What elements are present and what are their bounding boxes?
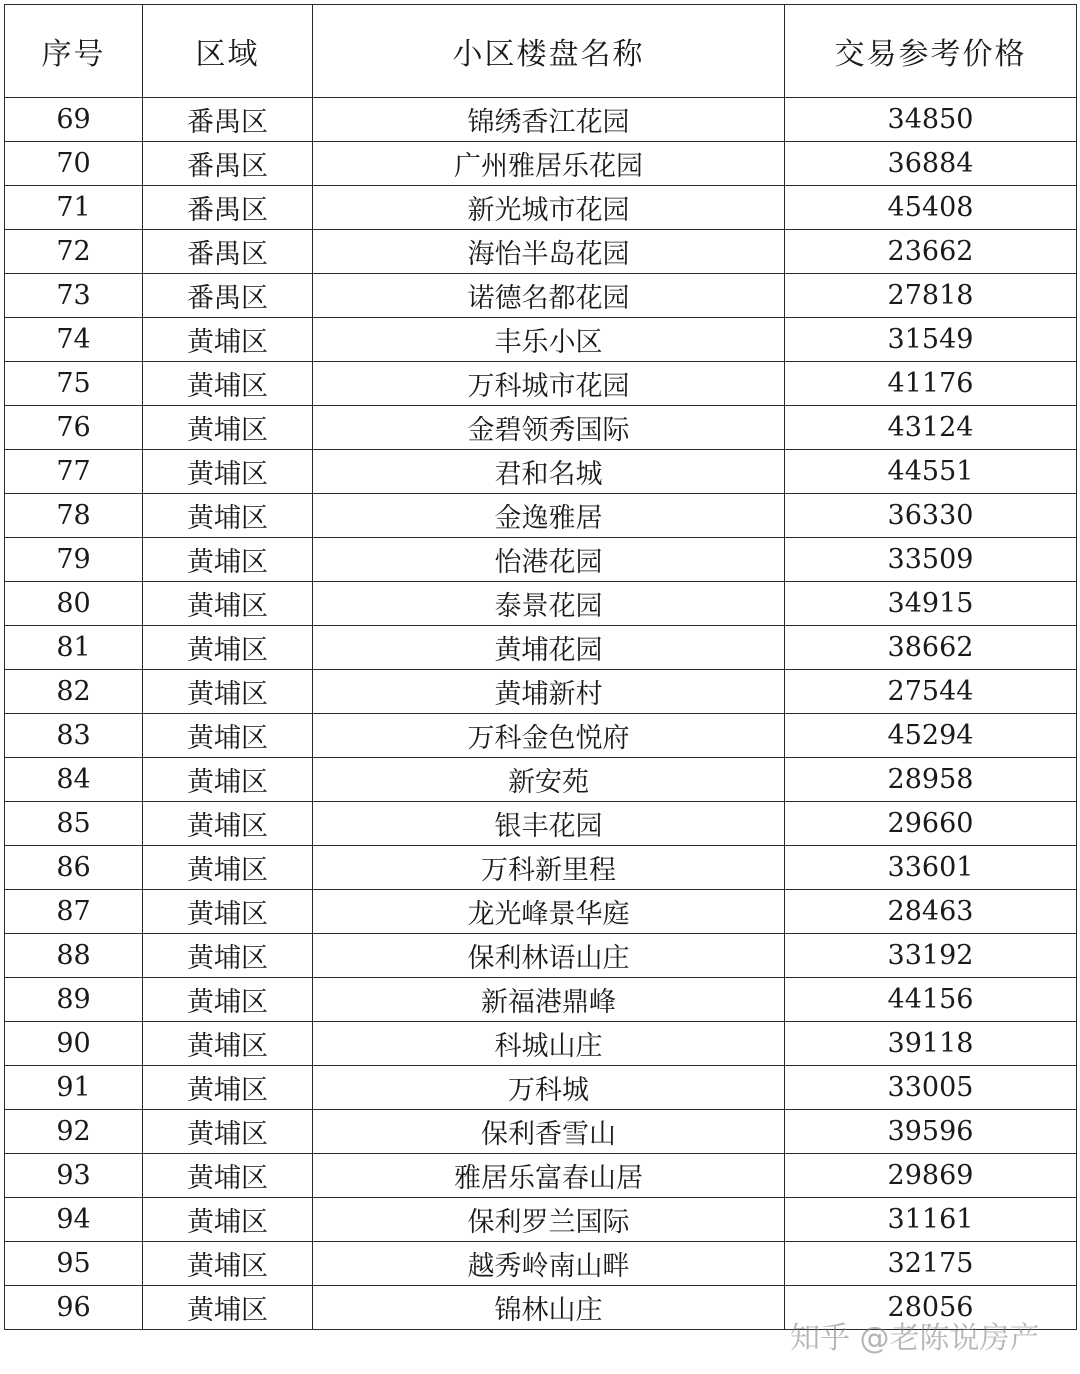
cell-seq: 70 bbox=[5, 142, 143, 186]
table-row bbox=[5, 1066, 1077, 1110]
cell-price: 45408 bbox=[785, 186, 1077, 230]
cell-seq: 96 bbox=[5, 1286, 143, 1330]
table-row bbox=[5, 934, 1077, 978]
cell-name: 海怡半岛花园 bbox=[313, 230, 785, 274]
cell-name: 君和名城 bbox=[313, 450, 785, 494]
cell-district: 番禺区 bbox=[143, 98, 313, 142]
table-row bbox=[5, 1242, 1077, 1286]
cell-price: 28056 bbox=[785, 1286, 1077, 1330]
cell-district: 黄埔区 bbox=[143, 1242, 313, 1286]
cell-district: 黄埔区 bbox=[143, 670, 313, 714]
cell-district: 黄埔区 bbox=[143, 538, 313, 582]
cell-district: 黄埔区 bbox=[143, 890, 313, 934]
cell-seq: 79 bbox=[5, 538, 143, 582]
table-row bbox=[5, 538, 1077, 582]
table-row bbox=[5, 1154, 1077, 1198]
cell-name: 泰景花园 bbox=[313, 582, 785, 626]
price-table bbox=[4, 4, 1077, 1330]
cell-name: 新安苑 bbox=[313, 758, 785, 802]
cell-price: 29660 bbox=[785, 802, 1077, 846]
cell-district: 黄埔区 bbox=[143, 802, 313, 846]
cell-district: 黄埔区 bbox=[143, 714, 313, 758]
table-body bbox=[5, 98, 1077, 1330]
cell-district: 黄埔区 bbox=[143, 318, 313, 362]
cell-district: 黄埔区 bbox=[143, 978, 313, 1022]
cell-price: 33005 bbox=[785, 1066, 1077, 1110]
cell-price: 23662 bbox=[785, 230, 1077, 274]
cell-seq: 69 bbox=[5, 98, 143, 142]
header-row bbox=[5, 5, 1077, 98]
cell-district: 黄埔区 bbox=[143, 582, 313, 626]
cell-seq: 76 bbox=[5, 406, 143, 450]
table-row bbox=[5, 274, 1077, 318]
table-row bbox=[5, 450, 1077, 494]
cell-price: 34915 bbox=[785, 582, 1077, 626]
cell-district: 番禺区 bbox=[143, 186, 313, 230]
cell-price: 28463 bbox=[785, 890, 1077, 934]
cell-seq: 84 bbox=[5, 758, 143, 802]
cell-district: 黄埔区 bbox=[143, 934, 313, 978]
cell-name: 新光城市花园 bbox=[313, 186, 785, 230]
cell-price: 43124 bbox=[785, 406, 1077, 450]
table-row bbox=[5, 670, 1077, 714]
cell-price: 33601 bbox=[785, 846, 1077, 890]
cell-price: 36884 bbox=[785, 142, 1077, 186]
cell-price: 31549 bbox=[785, 318, 1077, 362]
cell-seq: 71 bbox=[5, 186, 143, 230]
cell-district: 黄埔区 bbox=[143, 1110, 313, 1154]
header-seq: 序号 bbox=[5, 5, 143, 98]
cell-seq: 78 bbox=[5, 494, 143, 538]
cell-seq: 74 bbox=[5, 318, 143, 362]
cell-seq: 95 bbox=[5, 1242, 143, 1286]
cell-name: 万科城 bbox=[313, 1066, 785, 1110]
cell-district: 黄埔区 bbox=[143, 1154, 313, 1198]
cell-name: 雅居乐富春山居 bbox=[313, 1154, 785, 1198]
cell-district: 黄埔区 bbox=[143, 1286, 313, 1330]
cell-price: 33509 bbox=[785, 538, 1077, 582]
cell-name: 保利香雪山 bbox=[313, 1110, 785, 1154]
table-row bbox=[5, 978, 1077, 1022]
cell-seq: 92 bbox=[5, 1110, 143, 1154]
table-row bbox=[5, 406, 1077, 450]
table-row bbox=[5, 186, 1077, 230]
table-row bbox=[5, 98, 1077, 142]
cell-seq: 94 bbox=[5, 1198, 143, 1242]
cell-price: 39596 bbox=[785, 1110, 1077, 1154]
cell-name: 万科新里程 bbox=[313, 846, 785, 890]
cell-district: 番禺区 bbox=[143, 230, 313, 274]
cell-seq: 90 bbox=[5, 1022, 143, 1066]
cell-district: 黄埔区 bbox=[143, 494, 313, 538]
cell-price: 33192 bbox=[785, 934, 1077, 978]
table-row bbox=[5, 362, 1077, 406]
cell-price: 31161 bbox=[785, 1198, 1077, 1242]
cell-district: 黄埔区 bbox=[143, 1198, 313, 1242]
cell-price: 32175 bbox=[785, 1242, 1077, 1286]
table-row bbox=[5, 846, 1077, 890]
table-row bbox=[5, 758, 1077, 802]
cell-name: 黄埔新村 bbox=[313, 670, 785, 714]
cell-seq: 80 bbox=[5, 582, 143, 626]
cell-seq: 91 bbox=[5, 1066, 143, 1110]
cell-district: 黄埔区 bbox=[143, 1066, 313, 1110]
cell-price: 38662 bbox=[785, 626, 1077, 670]
cell-district: 番禺区 bbox=[143, 142, 313, 186]
cell-district: 黄埔区 bbox=[143, 406, 313, 450]
header-district: 区域 bbox=[143, 5, 313, 98]
table-row bbox=[5, 626, 1077, 670]
cell-seq: 87 bbox=[5, 890, 143, 934]
table-row bbox=[5, 582, 1077, 626]
table-row bbox=[5, 1022, 1077, 1066]
cell-seq: 72 bbox=[5, 230, 143, 274]
cell-price: 28958 bbox=[785, 758, 1077, 802]
cell-name: 保利林语山庄 bbox=[313, 934, 785, 978]
cell-district: 黄埔区 bbox=[143, 362, 313, 406]
cell-seq: 88 bbox=[5, 934, 143, 978]
header-name: 小区楼盘名称 bbox=[313, 5, 785, 98]
cell-name: 新福港鼎峰 bbox=[313, 978, 785, 1022]
table-row bbox=[5, 230, 1077, 274]
cell-name: 越秀岭南山畔 bbox=[313, 1242, 785, 1286]
cell-seq: 83 bbox=[5, 714, 143, 758]
cell-name: 锦绣香江花园 bbox=[313, 98, 785, 142]
cell-name: 丰乐小区 bbox=[313, 318, 785, 362]
cell-seq: 77 bbox=[5, 450, 143, 494]
cell-name: 万科城市花园 bbox=[313, 362, 785, 406]
table-row bbox=[5, 802, 1077, 846]
cell-seq: 85 bbox=[5, 802, 143, 846]
cell-name: 龙光峰景华庭 bbox=[313, 890, 785, 934]
cell-name: 金逸雅居 bbox=[313, 494, 785, 538]
table-row bbox=[5, 494, 1077, 538]
cell-district: 黄埔区 bbox=[143, 626, 313, 670]
cell-name: 保利罗兰国际 bbox=[313, 1198, 785, 1242]
cell-seq: 89 bbox=[5, 978, 143, 1022]
watermark: 知乎 @老陈说房产 bbox=[790, 1321, 1040, 1356]
table-row bbox=[5, 890, 1077, 934]
cell-district: 黄埔区 bbox=[143, 450, 313, 494]
cell-district: 黄埔区 bbox=[143, 758, 313, 802]
cell-price: 41176 bbox=[785, 362, 1077, 406]
cell-price: 44156 bbox=[785, 978, 1077, 1022]
cell-seq: 73 bbox=[5, 274, 143, 318]
cell-price: 34850 bbox=[785, 98, 1077, 142]
cell-price: 27544 bbox=[785, 670, 1077, 714]
cell-name: 科城山庄 bbox=[313, 1022, 785, 1066]
cell-name: 黄埔花园 bbox=[313, 626, 785, 670]
cell-seq: 75 bbox=[5, 362, 143, 406]
cell-price: 39118 bbox=[785, 1022, 1077, 1066]
table-row bbox=[5, 1110, 1077, 1154]
cell-price: 29869 bbox=[785, 1154, 1077, 1198]
cell-district: 番禺区 bbox=[143, 274, 313, 318]
cell-name: 金碧领秀国际 bbox=[313, 406, 785, 450]
cell-price: 44551 bbox=[785, 450, 1077, 494]
cell-seq: 86 bbox=[5, 846, 143, 890]
table-row bbox=[5, 714, 1077, 758]
cell-seq: 82 bbox=[5, 670, 143, 714]
cell-district: 黄埔区 bbox=[143, 846, 313, 890]
cell-price: 27818 bbox=[785, 274, 1077, 318]
table-row bbox=[5, 142, 1077, 186]
cell-name: 诺德名都花园 bbox=[313, 274, 785, 318]
cell-name: 银丰花园 bbox=[313, 802, 785, 846]
cell-district: 黄埔区 bbox=[143, 1022, 313, 1066]
cell-seq: 81 bbox=[5, 626, 143, 670]
table-row bbox=[5, 318, 1077, 362]
cell-name: 万科金色悦府 bbox=[313, 714, 785, 758]
header-price: 交易参考价格 bbox=[785, 5, 1077, 98]
cell-price: 36330 bbox=[785, 494, 1077, 538]
cell-seq: 93 bbox=[5, 1154, 143, 1198]
cell-price: 45294 bbox=[785, 714, 1077, 758]
table-row bbox=[5, 1198, 1077, 1242]
cell-name: 怡港花园 bbox=[313, 538, 785, 582]
cell-name: 广州雅居乐花园 bbox=[313, 142, 785, 186]
cell-name: 锦林山庄 bbox=[313, 1286, 785, 1330]
